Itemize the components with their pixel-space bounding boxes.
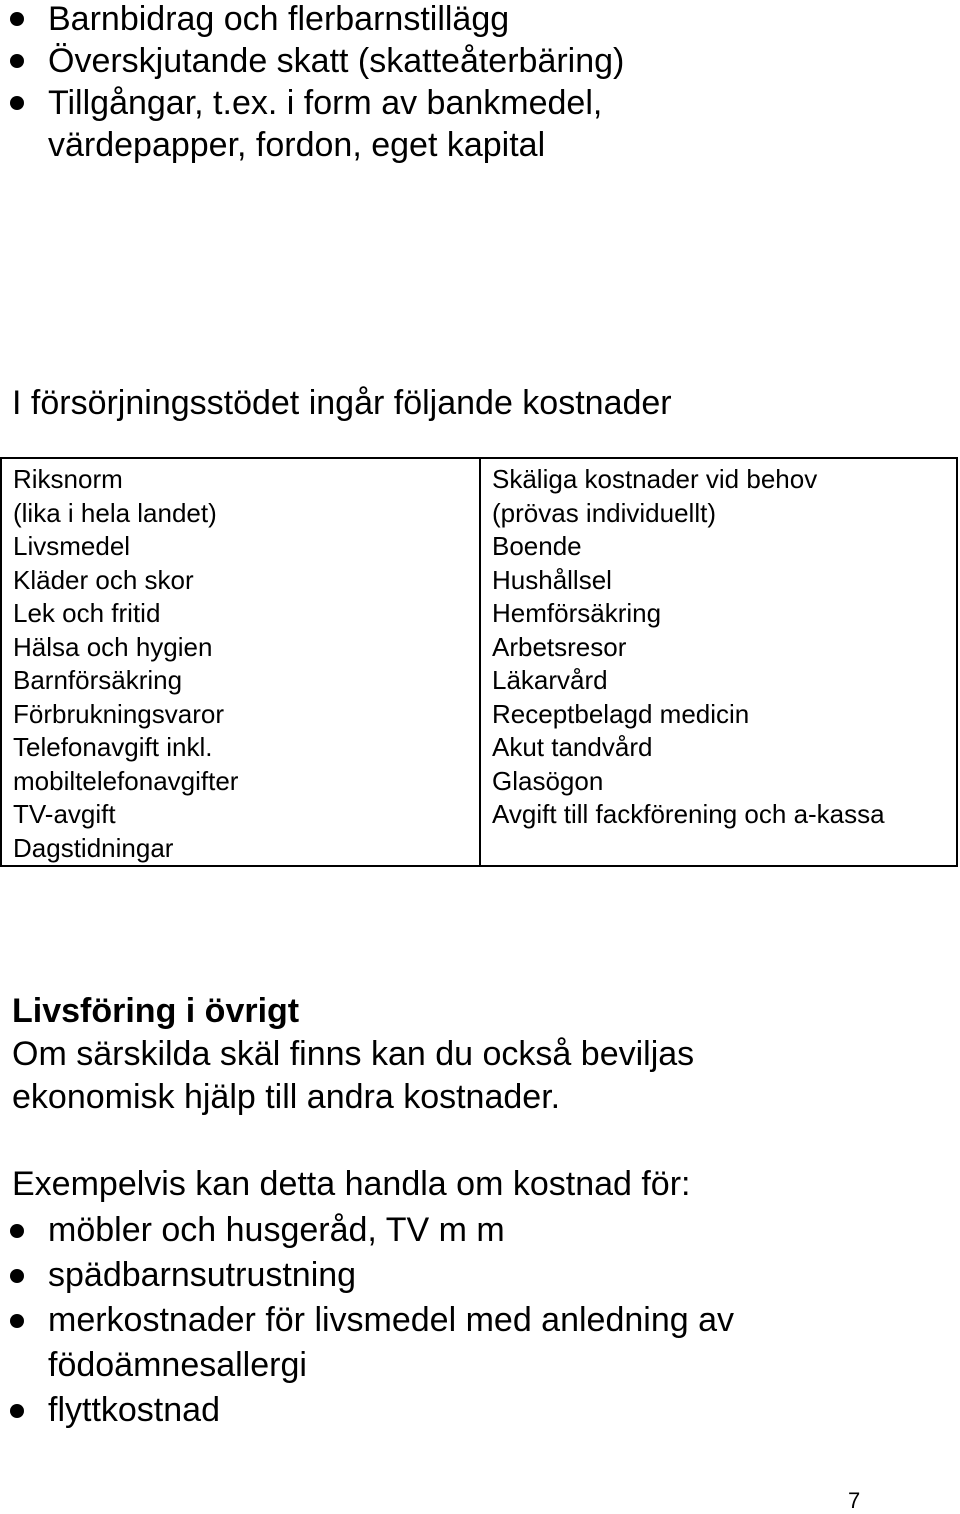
- table-cell-line: Skäliga kostnader vid behov: [492, 464, 818, 494]
- section-title: Livsföring i övrigt: [12, 992, 300, 1030]
- table-cell-line: Hushållsel: [492, 564, 612, 595]
- list-item: merkostnader för livsmedel med anledning av födoämnesallergi: [0, 1298, 848, 1388]
- cost-table: [0, 457, 958, 867]
- table-cell-line: Riksnorm: [13, 464, 123, 494]
- table-cell-line: Förbrukningsvaror: [13, 698, 224, 729]
- table-cell-line: Arbetsresor: [492, 631, 627, 662]
- table-cell-line: Glasögon: [492, 765, 604, 796]
- example-intro: Exempelvis kan detta handla om kostnad för:: [12, 1165, 691, 1203]
- table-cell-line: Kläder och skor: [13, 564, 194, 595]
- table-cell-line: Dagstidningar: [13, 832, 174, 863]
- table-cell-line: Läkarvård: [492, 665, 608, 695]
- table-cell-line: Lek och fritid: [13, 598, 161, 628]
- table-cell-line: Livsmedel: [13, 531, 131, 561]
- list-item: Överskjutande skatt (skatteåterbäring): [0, 40, 960, 82]
- list-item: Tillgångar, t.ex. i form av bankmedel, värdepapper, fordon, eget kapital: [0, 82, 688, 166]
- riksnorm-cell: [1, 458, 480, 866]
- table-cell-line: (lika i hela landet): [13, 497, 217, 528]
- section-body: Om särskilda skäl finns kan du också beviljas ekonomisk hjälp till andra kostnader.: [12, 1035, 695, 1116]
- table-cell-line: Receptbelagd medicin: [492, 698, 750, 729]
- table-cell-line: Akut tandvård: [492, 732, 653, 762]
- table-cell-line: Hälsa och hygien: [13, 631, 213, 662]
- table-cell-line: Telefonavgift inkl.: [13, 732, 213, 762]
- table-cell-line: TV-avgift: [13, 799, 116, 829]
- reasonable-costs-cell: [480, 458, 957, 866]
- table-cell-line: Boende: [492, 531, 582, 561]
- list-item: flyttkostnad: [0, 1388, 960, 1433]
- table-cell-line: Hemförsäkring: [492, 598, 662, 628]
- income-assets-list: [0, 0, 960, 166]
- table-cell-line: (prövas individuellt): [492, 497, 716, 528]
- page-number: 7: [848, 1488, 861, 1513]
- table-cell-line: Avgift till fackförening och a-kassa: [492, 799, 885, 829]
- example-costs-list: [0, 1208, 960, 1433]
- table-cell-line: mobiltelefonavgifter: [13, 765, 239, 796]
- list-item: Barnbidrag och flerbarnstillägg: [0, 0, 960, 40]
- table-cell-line: Barnförsäkring: [13, 665, 183, 695]
- list-item: möbler och husgeråd, TV m m: [0, 1208, 960, 1253]
- costs-heading: I försörjningsstödet ingår följande kostnader: [12, 384, 672, 422]
- livsforing-section: [12, 990, 952, 1119]
- list-item: spädbarnsutrustning: [0, 1253, 960, 1298]
